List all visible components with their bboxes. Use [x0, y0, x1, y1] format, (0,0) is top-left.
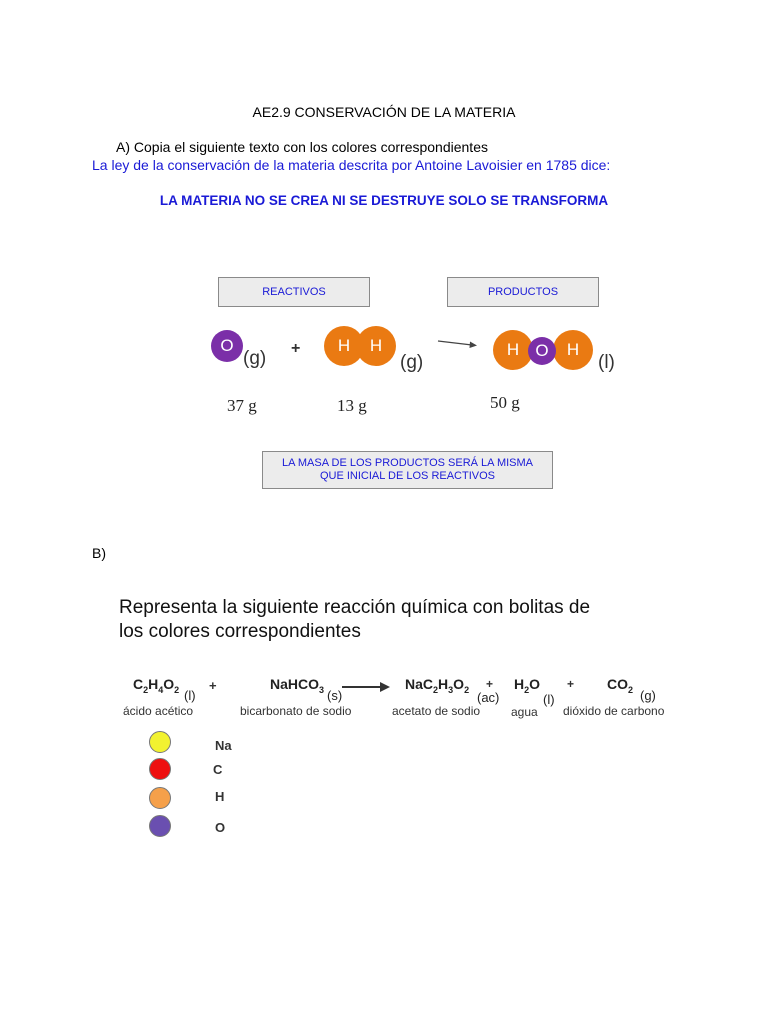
na-label: Na	[215, 738, 232, 753]
na-color-dot	[149, 731, 171, 753]
hydrogen-atom-2	[356, 326, 396, 366]
page-title: AE2.9 CONSERVACIÓN DE LA MATERIA	[252, 104, 516, 120]
sodium-acetate-caption: acetato de sodio	[392, 704, 481, 718]
plus-sign: +	[567, 677, 575, 691]
productos-box	[447, 277, 599, 307]
oxygen-symbol: O	[535, 341, 549, 360]
h-label: H	[215, 789, 225, 804]
acetic-acid-state: (l)	[184, 688, 196, 703]
oxygen-symbol: O	[220, 336, 234, 355]
water-caption: agua	[511, 705, 538, 719]
plus-sign: +	[209, 678, 217, 693]
mass-note-line2: QUE INICIAL DE LOS REACTIVOS	[319, 470, 496, 482]
product-hydrogen-atom-2	[553, 330, 593, 370]
co2-state: (g)	[640, 688, 656, 703]
prompt-line-2: los colores correspondientes	[119, 621, 361, 642]
prompt-line-1: Representa la siguiente reacción química con bolitas de	[119, 597, 591, 618]
section-b-label: B)	[92, 545, 106, 561]
mass-note-box	[262, 451, 553, 489]
plus-sign: +	[291, 340, 301, 357]
hydrogen-state: (g)	[400, 352, 424, 373]
productos-label: PRODUCTOS	[487, 286, 559, 298]
oxygen-atom	[211, 330, 243, 362]
sodium-acetate-formula: $NaC_2H_3O_2$	[405, 676, 470, 695]
plus-sign: +	[486, 677, 494, 691]
reaction-arrow-icon	[437, 336, 479, 350]
h-color-dot	[149, 787, 171, 809]
co2-formula: $CO_2$	[607, 676, 634, 695]
mass-note-line1: LA MASA DE LOS PRODUCTOS SERÁ LA MISMA	[281, 457, 534, 469]
principle-text: LA MATERIA NO SE CREA NI SE DESTRUYE SOLO SE TRANSFORMA	[159, 193, 609, 208]
mass-product: 50 g	[490, 393, 520, 412]
product-state: (l)	[598, 352, 615, 373]
product-hydrogen-atom-1	[493, 330, 533, 370]
sodium-acetate-state: (ac)	[477, 690, 500, 705]
c-color-dot	[149, 758, 171, 780]
reactivos-box	[218, 277, 370, 307]
hydrogen-symbol: H	[369, 336, 383, 355]
bicarbonate-caption: bicarbonato de sodio	[240, 704, 352, 718]
hydrogen-symbol: H	[566, 340, 580, 359]
acetic-acid-caption: ácido acético	[123, 704, 194, 718]
oxygen-state: (g)	[243, 348, 267, 369]
instruction-text: A) Copia el siguiente texto con los colores correspondientes	[116, 139, 488, 155]
co2-caption: dióxido de carbono	[563, 704, 665, 718]
acetic-acid-formula: $C_2H_4O_2$	[133, 676, 180, 695]
mass-oxygen: 37 g	[227, 396, 257, 415]
o-label: O	[215, 820, 226, 835]
c-label: C	[213, 762, 223, 777]
water-formula: $H_2O$	[514, 676, 541, 695]
section-b-prompt	[119, 596, 590, 644]
reactivos-label: REACTIVOS	[262, 286, 326, 298]
product-oxygen-atom	[528, 337, 556, 365]
hydrogen-symbol: H	[337, 336, 351, 355]
o-color-dot	[149, 815, 171, 837]
bicarbonate-state: (s)	[327, 688, 343, 703]
mass-hydrogen: 13 g	[337, 396, 367, 415]
bicarbonate-formula: NaHCO$_3$	[270, 676, 325, 695]
hydrogen-symbol: H	[506, 340, 520, 359]
reaction-arrow-icon	[340, 680, 392, 694]
water-state: (l)	[543, 692, 555, 707]
law-text: La ley de la conservación de la materia descrita por Antoine Lavoisier en 1785 dice:	[92, 157, 611, 173]
